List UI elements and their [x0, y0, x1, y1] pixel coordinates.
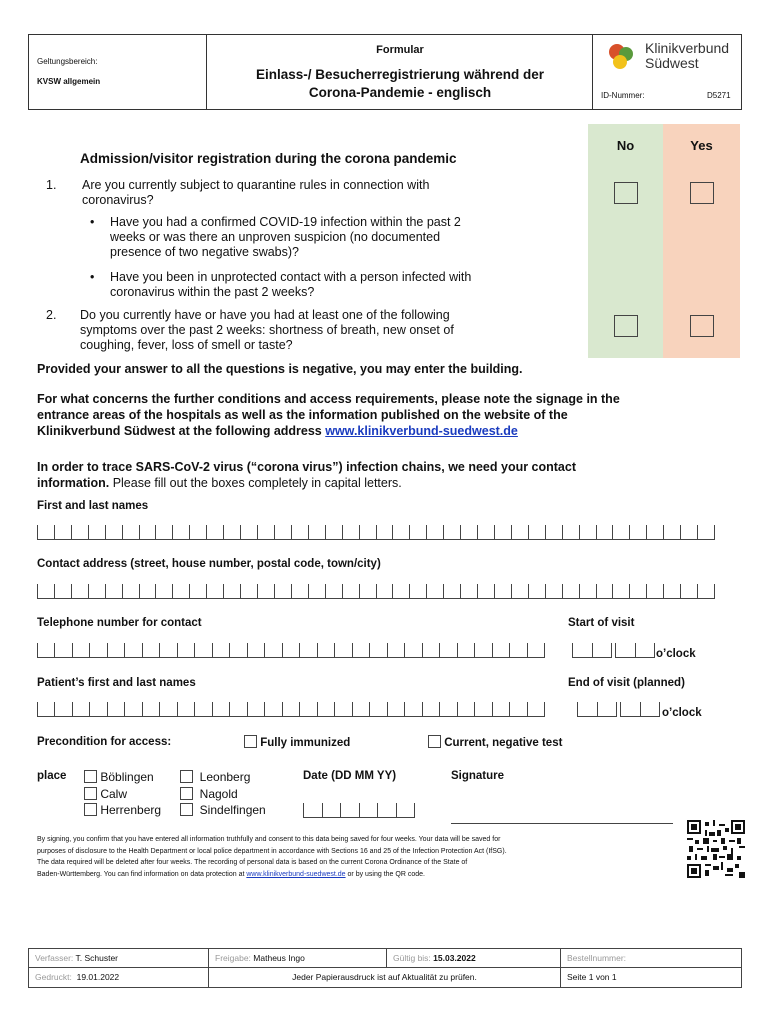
comb-divider	[620, 702, 621, 716]
comb-divider	[511, 584, 512, 598]
comb-divider	[322, 803, 323, 817]
comb-divider	[223, 584, 224, 598]
comb-divider	[392, 525, 393, 539]
comb-divider	[494, 525, 495, 539]
comb-divider	[646, 584, 647, 598]
q2-line1: Do you currently have or have you had at least one of the following	[80, 308, 450, 322]
comb-divider	[142, 643, 143, 657]
comb-divider	[509, 702, 510, 716]
q2-line2: symptoms over the past 2 weeks: shortness of breath, new onset of	[80, 323, 454, 337]
printed-cell	[29, 968, 209, 987]
comb-divider	[409, 525, 410, 539]
b2-line2: coronavirus within the past 2 weeks?	[110, 285, 315, 299]
order-label: Bestellnummer:	[567, 953, 627, 963]
printed-value: 19.01.2022	[76, 972, 120, 982]
comb-divider	[359, 803, 360, 817]
b1-line3: presence of two negative swabs)?	[110, 245, 299, 259]
comb-divider	[352, 702, 353, 716]
place-name: Nagold	[199, 787, 238, 801]
footer-row-1	[29, 949, 741, 968]
negative-test-checkbox[interactable]	[428, 735, 441, 748]
comb-divider	[544, 702, 545, 716]
comb-divider	[177, 643, 178, 657]
comb-divider	[317, 702, 318, 716]
end-oclock: o’clock	[662, 707, 702, 719]
comb-divider	[714, 584, 715, 598]
q2-line3: coughing, fever, loss of smell or taste?	[80, 338, 293, 352]
comb-divider	[629, 584, 630, 598]
comb-divider	[54, 702, 55, 716]
comb-divider	[206, 525, 207, 539]
comb-divider	[189, 525, 190, 539]
scope-label: Geltungsbereich:	[37, 57, 98, 66]
comb-divider	[299, 643, 300, 657]
comb-divider	[342, 525, 343, 539]
comb-divider	[387, 702, 388, 716]
comb-divider	[172, 584, 173, 598]
place-name: Sindelfingen	[199, 803, 266, 817]
print-notice: Jeder Papierausdruck ist auf Aktualität zu prüfen.	[292, 972, 477, 982]
disclaimer-line2: purposes of disclosure to the Health Department or local police department in accordance with Sections 16 and 25 of the Infection Protection Act (IfSG).	[37, 847, 507, 855]
address-input[interactable]	[37, 585, 715, 599]
comb-divider	[325, 584, 326, 598]
comb-divider	[528, 525, 529, 539]
comb-divider	[89, 643, 90, 657]
form-title-line1: Einlass-/ Besucherregistrierung während der	[255, 67, 545, 82]
brand-line1: Klinikverbund	[645, 40, 730, 56]
comb-divider	[663, 525, 664, 539]
comb-divider	[426, 584, 427, 598]
q1-number: 1.	[46, 178, 57, 192]
comb-divider	[714, 525, 715, 539]
disclaimer	[37, 834, 677, 880]
place-checkbox[interactable]	[84, 770, 97, 783]
comb-divider	[409, 584, 410, 598]
comb-divider	[105, 584, 106, 598]
comb-divider	[155, 525, 156, 539]
comb-divider	[122, 525, 123, 539]
comb-divider	[274, 584, 275, 598]
b1-line2: weeks or was there an unproven suspicion (no documented	[110, 230, 441, 244]
comb-divider	[597, 702, 598, 716]
comb-divider	[457, 643, 458, 657]
q2-number: 2.	[46, 308, 57, 322]
comb-divider	[334, 643, 335, 657]
comb-divider	[71, 525, 72, 539]
name-label: First and last names	[37, 500, 149, 512]
document-header	[28, 34, 742, 110]
comb-divider	[212, 643, 213, 657]
comb-divider	[291, 584, 292, 598]
comb-divider	[527, 702, 528, 716]
date-input[interactable]	[303, 804, 415, 818]
address-label: Contact address (street, house number, postal code, town/city)	[37, 558, 381, 570]
footer-row-2	[29, 968, 741, 987]
trace-line2-rest: Please fill out the boxes completely in capital letters.	[109, 476, 402, 490]
comb-divider	[124, 702, 125, 716]
comb-divider	[596, 584, 597, 598]
comb-divider	[697, 584, 698, 598]
b1-line1: Have you had a confirmed COVID-19 infection within the past 2	[110, 215, 461, 229]
place-checkbox[interactable]	[84, 803, 97, 816]
comb-divider	[194, 702, 195, 716]
conditions-line2: entrance areas of the hospitals as well as the information published on the website of the	[37, 408, 568, 422]
comb-divider	[274, 525, 275, 539]
comb-divider	[616, 702, 617, 716]
comb-divider	[257, 584, 258, 598]
comb-divider	[612, 584, 613, 598]
place-name: Böblingen	[100, 770, 154, 784]
comb-divider	[596, 525, 597, 539]
comb-divider	[527, 643, 528, 657]
place-checkbox[interactable]	[180, 787, 193, 800]
comb-divider	[159, 643, 160, 657]
disclaimer-line4-post: or by using the QR code.	[345, 870, 425, 878]
comb-divider	[612, 525, 613, 539]
disclaimer-line1: By signing, you confirm that you have entered all information truthfully and consent to this data being saved for four weeks. Your data will be saved for	[37, 836, 501, 843]
comb-divider	[159, 702, 160, 716]
comb-divider	[247, 702, 248, 716]
negative-note: Provided your answer to all the questions is negative, you may enter the building.	[37, 362, 523, 376]
disclaimer-line4	[37, 869, 677, 881]
comb-divider	[257, 525, 258, 539]
place-option-calw[interactable]	[84, 787, 127, 801]
comb-divider	[579, 525, 580, 539]
disclaimer-line4-pre: Baden-Württemberg. You can find information on data protection at	[37, 870, 247, 878]
comb-divider	[562, 525, 563, 539]
comb-divider	[229, 702, 230, 716]
place-option-boeblingen[interactable]	[84, 770, 154, 784]
comb-divider	[352, 643, 353, 657]
id-value: D5271	[707, 91, 731, 100]
comb-divider	[509, 643, 510, 657]
precondition-label: Precondition for access:	[37, 736, 172, 748]
comb-divider	[206, 584, 207, 598]
comb-divider	[37, 643, 38, 657]
comb-divider	[422, 702, 423, 716]
release-label: Freigabe:	[215, 953, 251, 963]
place-checkbox[interactable]	[84, 787, 97, 800]
privacy-link[interactable]: www.klinikverbund-suedwest.de	[246, 870, 346, 878]
place-option-nagold[interactable]	[180, 787, 238, 801]
trace-line1: In order to trace SARS-CoV-2 virus (“corona virus”) infection chains, we need your contact	[37, 460, 577, 474]
place-label: place	[37, 770, 67, 782]
place-option-herrenberg[interactable]	[84, 803, 161, 817]
comb-divider	[635, 643, 636, 657]
comb-divider	[54, 584, 55, 598]
end-label: End of visit (planned)	[568, 677, 685, 689]
comb-divider	[369, 702, 370, 716]
comb-divider	[680, 525, 681, 539]
patient-input[interactable]	[37, 703, 545, 717]
q1-yes-checkbox[interactable]	[690, 182, 714, 204]
comb-divider	[544, 643, 545, 657]
comb-divider	[142, 702, 143, 716]
place-name: Leonberg	[199, 770, 251, 784]
q1-line2: coronavirus?	[82, 193, 154, 207]
comb-divider	[404, 702, 405, 716]
comb-divider	[212, 702, 213, 716]
comb-divider	[54, 525, 55, 539]
comb-divider	[37, 702, 38, 716]
comb-divider	[443, 525, 444, 539]
date-label: Date (DD MM YY)	[303, 770, 397, 782]
comb-divider	[577, 702, 578, 716]
place-checkbox[interactable]	[180, 803, 193, 816]
b2-line1: Have you been in unprotected contact with a person infected with	[110, 270, 472, 284]
page-number: Seite 1 von 1	[567, 972, 617, 982]
release-value: Matheus Ingo	[253, 953, 305, 963]
comb-divider	[72, 643, 73, 657]
place-name: Calw	[100, 787, 128, 801]
comb-divider	[172, 525, 173, 539]
comb-divider	[139, 584, 140, 598]
comb-divider	[611, 643, 612, 657]
conditions-line3-text: Klinikverbund Südwest at the following address	[37, 424, 326, 438]
comb-divider	[528, 584, 529, 598]
comb-divider	[492, 643, 493, 657]
comb-divider	[477, 584, 478, 598]
immunized-option[interactable]	[244, 735, 350, 749]
end-minute-input[interactable]	[620, 703, 660, 717]
comb-divider	[562, 584, 563, 598]
comb-divider	[646, 525, 647, 539]
comb-divider	[282, 702, 283, 716]
comb-divider	[629, 525, 630, 539]
form-title-line2: Corona-Pandemie - englisch	[308, 85, 492, 100]
comb-divider	[194, 643, 195, 657]
comb-divider	[414, 803, 415, 817]
place-checkbox[interactable]	[180, 770, 193, 783]
comb-divider	[474, 643, 475, 657]
start-hour-input[interactable]	[572, 644, 612, 658]
comb-divider	[303, 803, 304, 817]
comb-divider	[654, 643, 655, 657]
comb-divider	[105, 525, 106, 539]
qr-code-icon[interactable]	[686, 820, 746, 878]
comb-divider	[545, 525, 546, 539]
author-label: Verfasser:	[35, 953, 74, 963]
negative-test-label: Current, negative test	[444, 737, 563, 749]
comb-divider	[229, 643, 230, 657]
comb-divider	[88, 525, 89, 539]
comb-divider	[334, 702, 335, 716]
q1-line1: Are you currently subject to quarantine rules in connection with	[82, 178, 430, 192]
comb-divider	[663, 584, 664, 598]
comb-divider	[359, 584, 360, 598]
comb-divider	[494, 584, 495, 598]
signature-label: Signature	[451, 770, 505, 782]
yes-header: Yes	[690, 138, 713, 153]
brand-cell	[593, 35, 741, 109]
comb-divider	[308, 584, 309, 598]
notice-cell	[209, 968, 561, 987]
comb-divider	[572, 643, 573, 657]
comb-divider	[592, 643, 593, 657]
q1-no-checkbox[interactable]	[614, 182, 638, 204]
title-cell	[207, 35, 593, 109]
page-cell	[561, 968, 741, 987]
comb-divider	[54, 643, 55, 657]
comb-divider	[545, 584, 546, 598]
comb-divider	[139, 525, 140, 539]
comb-divider	[37, 584, 38, 598]
comb-divider	[189, 584, 190, 598]
order-cell	[561, 949, 741, 968]
comb-divider	[439, 643, 440, 657]
valid-cell	[387, 949, 561, 968]
comb-divider	[615, 643, 616, 657]
comb-divider	[247, 643, 248, 657]
comb-divider	[640, 702, 641, 716]
comb-divider	[122, 584, 123, 598]
comb-divider	[88, 584, 89, 598]
place-option-sindelfingen[interactable]	[180, 803, 266, 817]
comb-divider	[369, 643, 370, 657]
comb-divider	[474, 702, 475, 716]
comb-divider	[340, 803, 341, 817]
comb-divider	[223, 525, 224, 539]
place-option-leonberg[interactable]	[180, 770, 250, 784]
phone-label: Telephone number for contact	[37, 617, 202, 629]
comb-divider	[317, 643, 318, 657]
comb-divider	[404, 643, 405, 657]
patient-label: Patient’s first and last names	[37, 677, 196, 689]
immunized-checkbox[interactable]	[244, 735, 257, 748]
comb-divider	[392, 584, 393, 598]
comb-divider	[387, 643, 388, 657]
end-hour-input[interactable]	[577, 703, 617, 717]
comb-divider	[240, 584, 241, 598]
comb-divider	[72, 702, 73, 716]
valid-value: 15.03.2022	[433, 953, 476, 963]
comb-divider	[107, 702, 108, 716]
conditions-line3	[37, 424, 518, 438]
comb-divider	[579, 584, 580, 598]
name-input[interactable]	[37, 526, 715, 540]
comb-divider	[396, 803, 397, 817]
comb-divider	[107, 643, 108, 657]
immunized-label: Fully immunized	[260, 737, 351, 749]
phone-input[interactable]	[37, 644, 545, 658]
trace-line2	[37, 476, 402, 490]
q2-no-checkbox[interactable]	[614, 315, 638, 337]
start-label: Start of visit	[568, 617, 635, 629]
id-label: ID-Nummer:	[601, 91, 645, 100]
comb-divider	[37, 525, 38, 539]
comb-divider	[240, 525, 241, 539]
comb-divider	[377, 803, 378, 817]
printed-label: Gedruckt:	[35, 972, 72, 982]
comb-divider	[155, 584, 156, 598]
comb-divider	[376, 584, 377, 598]
comb-divider	[71, 584, 72, 598]
comb-divider	[426, 525, 427, 539]
brand-line2: Südwest	[645, 55, 699, 71]
conditions-line1: For what concerns the further conditions and access requirements, please note the signage in the	[37, 392, 620, 406]
comb-divider	[264, 702, 265, 716]
start-oclock: o’clock	[656, 648, 696, 660]
comb-divider	[89, 702, 90, 716]
comb-divider	[342, 584, 343, 598]
q2-yes-checkbox[interactable]	[690, 315, 714, 337]
author-value: T. Schuster	[75, 953, 119, 963]
comb-divider	[697, 525, 698, 539]
signature-line[interactable]	[451, 823, 673, 824]
scope-cell	[29, 35, 207, 109]
bullet-2: •	[90, 270, 95, 284]
comb-divider	[291, 525, 292, 539]
comb-divider	[460, 525, 461, 539]
place-name: Herrenberg	[100, 803, 162, 817]
comb-divider	[359, 525, 360, 539]
form-type: Formular	[376, 44, 424, 56]
comb-divider	[177, 702, 178, 716]
author-cell	[29, 949, 209, 968]
document-footer	[28, 948, 742, 988]
comb-divider	[511, 525, 512, 539]
comb-divider	[264, 643, 265, 657]
comb-divider	[443, 584, 444, 598]
comb-divider	[308, 525, 309, 539]
valid-label: Gültig bis:	[393, 953, 431, 963]
comb-divider	[282, 643, 283, 657]
comb-divider	[439, 702, 440, 716]
comb-divider	[376, 525, 377, 539]
trace-line2-bold: information.	[37, 476, 110, 490]
comb-divider	[457, 702, 458, 716]
comb-divider	[680, 584, 681, 598]
section-heading: Admission/visitor registration during the corona pandemic	[80, 151, 457, 166]
disclaimer-line3: The data required will be deleted after four weeks. The recording of personal data is based on the current Corona Ordinance of the State of	[37, 859, 468, 866]
comb-divider	[124, 643, 125, 657]
release-cell	[209, 949, 387, 968]
comb-divider	[422, 643, 423, 657]
negative-test-option[interactable]	[428, 735, 562, 749]
start-minute-input[interactable]	[615, 644, 655, 658]
comb-divider	[659, 702, 660, 716]
comb-divider	[460, 584, 461, 598]
klinikverbund-logo-icon	[605, 41, 637, 71]
comb-divider	[477, 525, 478, 539]
comb-divider	[492, 702, 493, 716]
comb-divider	[325, 525, 326, 539]
comb-divider	[299, 702, 300, 716]
bullet-1: •	[90, 215, 95, 229]
website-link[interactable]: www.klinikverbund-suedwest.de	[325, 424, 518, 438]
scope-value: KVSW allgemein	[37, 77, 101, 86]
no-header: No	[616, 138, 635, 153]
